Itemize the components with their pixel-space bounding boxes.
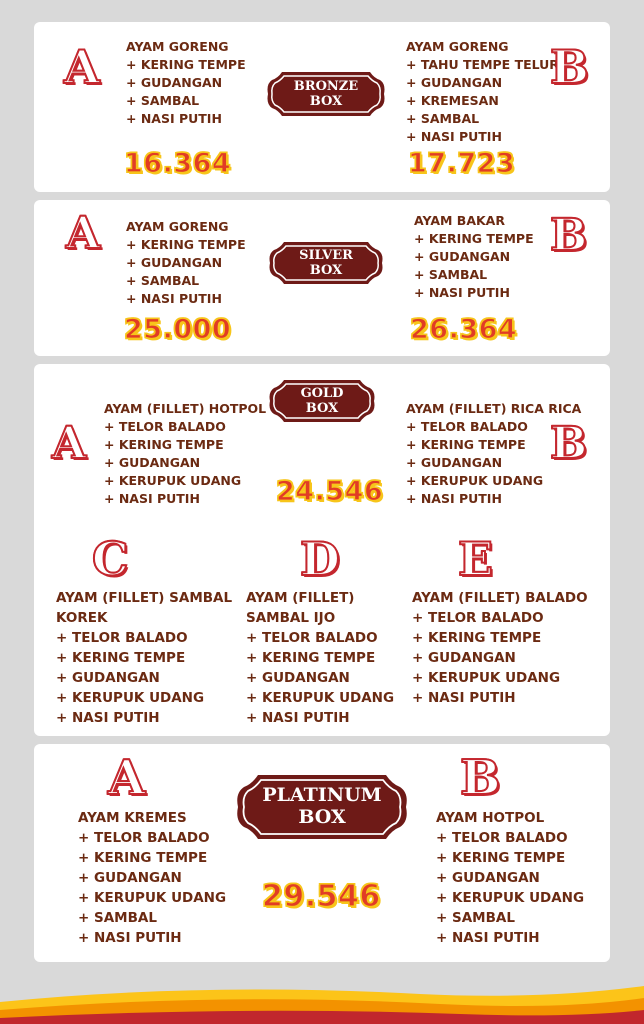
bottom-wave-decoration — [0, 972, 644, 1024]
bronze-b-letter: B — [550, 40, 589, 94]
badge-line: BOX — [309, 93, 343, 109]
gold-b-letter: B — [550, 418, 588, 469]
menu-item: + KERING TEMPE — [414, 231, 534, 246]
menu-item: + TAHU TEMPE TELUR — [406, 57, 559, 72]
gold-c-letter: C — [92, 532, 129, 586]
menu-item: + NASI PUTIH — [414, 285, 510, 300]
bronze-box-badge — [264, 68, 388, 120]
bronze-a-letter: A — [64, 40, 100, 94]
bronze-a-menu-list — [126, 38, 246, 128]
gold-a-letter: A — [52, 418, 87, 469]
platinum-b-menu-list — [436, 808, 584, 948]
menu-item: + GUDANGAN — [104, 455, 201, 470]
gold-box-badge — [266, 376, 378, 426]
menu-item: + GUDANGAN — [126, 75, 223, 90]
menu-item: + KERUPUK UDANG — [78, 890, 227, 906]
menu-item: + GUDANGAN — [126, 255, 223, 270]
menu-item: + GUDANGAN — [406, 75, 503, 90]
bronze-b-price: 17.723 — [408, 148, 516, 179]
silver-a-menu-list — [126, 218, 246, 308]
menu-item: + NASI PUTIH — [126, 291, 222, 306]
platinum-box-badge — [232, 770, 412, 844]
menu-item: + SAMBAL — [78, 910, 157, 926]
menu-item: + NASI PUTIH — [436, 930, 540, 946]
gold-c-menu-list — [56, 588, 232, 728]
bronze-b-menu-list — [406, 38, 559, 146]
menu-item: + TELOR BALADO — [78, 830, 210, 846]
badge-line: BOX — [305, 400, 339, 416]
menu-item: + NASI PUTIH — [56, 710, 160, 726]
badge-line: GOLD — [300, 386, 344, 401]
menu-item: AYAM GORENG — [406, 39, 509, 54]
menu-item: + KERING TEMPE — [246, 650, 376, 666]
menu-item: + NASI PUTIH — [126, 111, 222, 126]
menu-item: AYAM (FILLET) RICA RICA — [406, 401, 582, 416]
menu-item: + GUDANGAN — [246, 670, 350, 686]
platinum-a-letter: A — [108, 750, 146, 806]
badge-line: SILVER — [299, 248, 353, 263]
menu-item: AYAM BAKAR — [414, 213, 505, 228]
menu-item: + KERUPUK UDANG — [56, 690, 205, 706]
silver-b-letter: B — [550, 210, 588, 261]
menu-item: + GUDANGAN — [436, 870, 540, 886]
silver-a-letter: A — [66, 208, 101, 259]
menu-item: + KERUPUK UDANG — [104, 473, 242, 488]
menu-item: + GUDANGAN — [78, 870, 182, 886]
gold-d-menu-list — [246, 588, 394, 728]
menu-item: + KERING TEMPE — [126, 57, 246, 72]
menu-item: + KERING TEMPE — [78, 850, 208, 866]
menu-item: + SAMBAL — [126, 93, 200, 108]
menu-item: AYAM (FILLET) HOTPOL — [104, 401, 267, 416]
gold-e-menu-list — [412, 588, 588, 708]
menu-item: + NASI PUTIH — [406, 491, 502, 506]
badge-line: PLATINUM — [262, 784, 382, 806]
menu-item: + KERING TEMPE — [436, 850, 566, 866]
badge-line: BRONZE — [293, 79, 359, 94]
menu-item: SAMBAL IJO — [246, 610, 336, 626]
menu-item: + GUDANGAN — [56, 670, 160, 686]
menu-item: + KERUPUK UDANG — [406, 473, 544, 488]
platinum-price: 29.546 — [262, 879, 381, 914]
menu-item: AYAM (FILLET) — [246, 590, 355, 606]
gold-d-letter: D — [300, 532, 340, 586]
menu-item: + GUDANGAN — [406, 455, 503, 470]
menu-item: + SAMBAL — [436, 910, 515, 926]
menu-item: + NASI PUTIH — [104, 491, 200, 506]
menu-item: + SAMBAL — [414, 267, 488, 282]
menu-item: + KERING TEMPE — [104, 437, 224, 452]
menu-item: + NASI PUTIH — [78, 930, 182, 946]
menu-item: KOREK — [56, 610, 108, 626]
gold-box-panel — [34, 364, 610, 736]
menu-item: + TELOR BALADO — [246, 630, 378, 646]
menu-item: AYAM GORENG — [126, 39, 229, 54]
menu-item: + TELOR BALADO — [436, 830, 568, 846]
silver-b-price: 26.364 — [410, 314, 518, 345]
menu-item: + TELOR BALADO — [406, 419, 528, 434]
menu-item: + SAMBAL — [126, 273, 200, 288]
menu-item: + TELOR BALADO — [104, 419, 226, 434]
menu-item: + NASI PUTIH — [412, 690, 516, 706]
menu-item: + NASI PUTIH — [246, 710, 350, 726]
bronze-a-price: 16.364 — [124, 148, 232, 179]
menu-item: + KERING TEMPE — [126, 237, 246, 252]
badge-line: BOX — [298, 805, 346, 828]
gold-a-menu-list — [104, 400, 266, 508]
platinum-b-letter: B — [460, 750, 501, 806]
menu-item: AYAM KREMES — [78, 810, 187, 826]
badge-line: BOX — [309, 262, 343, 278]
silver-b-menu-list — [414, 212, 534, 302]
menu-item: AYAM (FILLET) BALADO — [412, 590, 588, 606]
menu-item: + KERUPUK UDANG — [412, 670, 561, 686]
menu-item: AYAM (FILLET) SAMBAL — [56, 590, 233, 606]
menu-item: + NASI PUTIH — [406, 129, 502, 144]
menu-item: + SAMBAL — [406, 111, 480, 126]
menu-item: + GUDANGAN — [414, 249, 511, 264]
menu-item: AYAM HOTPOL — [436, 810, 545, 826]
menu-item: AYAM GORENG — [126, 219, 229, 234]
menu-item: + KREMESAN — [406, 93, 499, 108]
menu-item: + TELOR BALADO — [412, 610, 544, 626]
menu-item: + KERING TEMPE — [412, 630, 542, 646]
menu-item: + KERING TEMPE — [406, 437, 526, 452]
gold-price: 24.546 — [276, 476, 384, 507]
platinum-a-menu-list — [78, 808, 226, 948]
silver-box-panel — [34, 200, 610, 356]
platinum-box-panel — [34, 744, 610, 962]
menu-item: + TELOR BALADO — [56, 630, 188, 646]
menu-item: + GUDANGAN — [412, 650, 516, 666]
gold-e-letter: E — [458, 532, 494, 586]
bronze-box-panel — [34, 22, 610, 192]
menu-item: + KERING TEMPE — [56, 650, 186, 666]
menu-item: + KERUPUK UDANG — [436, 890, 585, 906]
silver-box-badge — [266, 238, 386, 288]
menu-item: + KERUPUK UDANG — [246, 690, 395, 706]
silver-a-price: 25.000 — [124, 314, 232, 345]
